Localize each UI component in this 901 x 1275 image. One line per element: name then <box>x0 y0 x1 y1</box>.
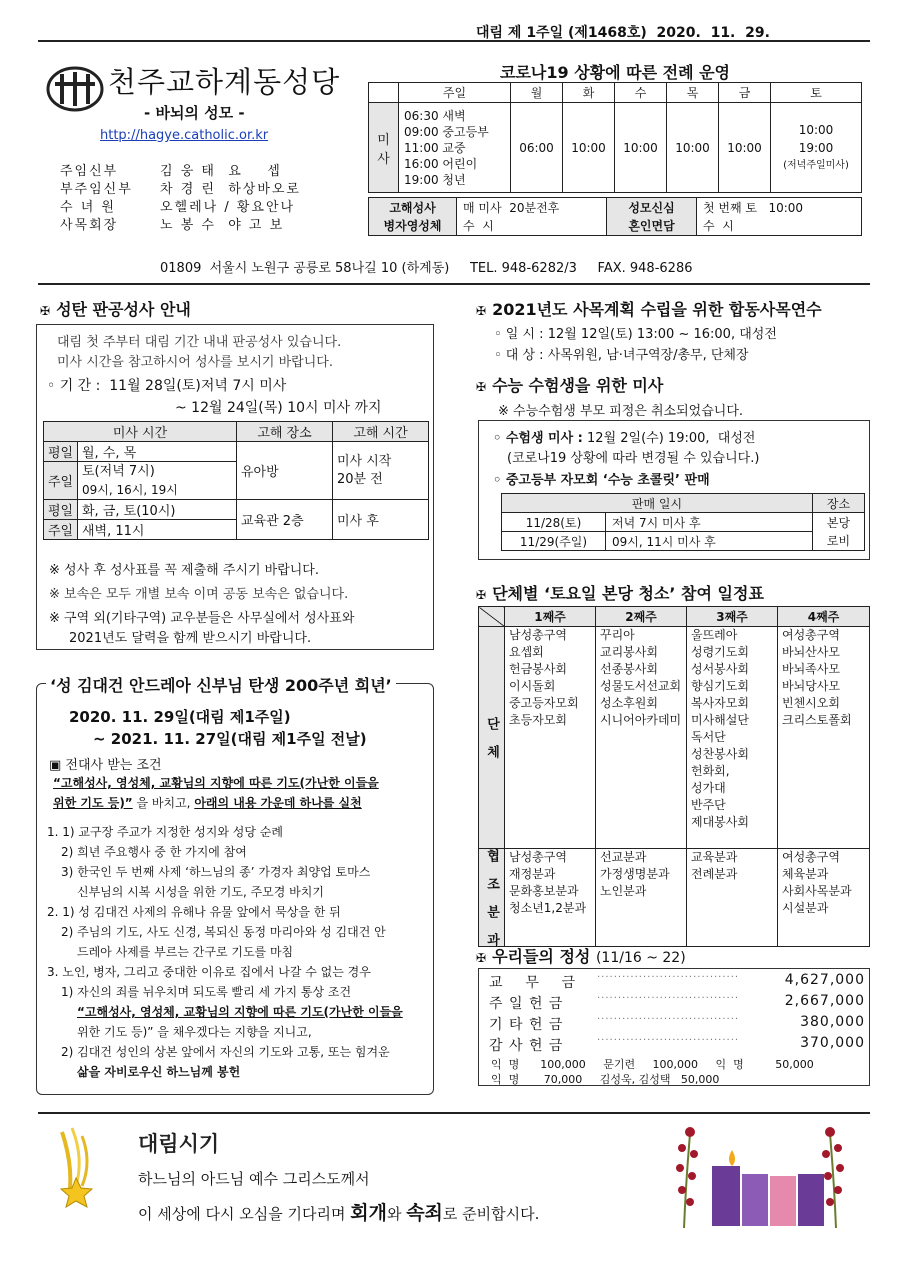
offering-row: 주 일 헌 금 ·································· 2,667,000 <box>489 993 865 1012</box>
staff-row: 주임신부 김 웅 태 요 셉 <box>60 164 282 179</box>
exam-title: ✠ 수능 수험생을 위한 미사 <box>476 376 664 395</box>
sacrament-table: 고해성사 매 미사 20분전후 성모신심 첫 번째 토 10:00 병자영성체 수 시 혼인면담 수 시 <box>368 197 862 236</box>
offering-box: 교 무 금 ·································· 4,627,000 주 일 헌 금 ·································· 2,667,000 기 타 헌 금 ·································· 380,000 감 사 헌 금 ·································· 370,000 익 명 100,000 문기련 100,000 익 명 50,000 익 명 70,000 김성욱, 김성택 50,000 <box>478 968 870 1086</box>
schedule-table: 주일 월 화 수 목 금 토 미 사 06:30 새벽 09:00 중고등부 11:00 교중 16:00 어린이 19:00 청년 06:00 10:00 10:00 10:00 10:00 10:00 19:00 (저녁주일미사) <box>368 82 862 193</box>
offering-row: 감 사 헌 금 ·································· 370,000 <box>489 1035 865 1054</box>
staff-row: 사목회장 노 봉 수 야 고 보 <box>60 218 285 233</box>
cleaning-table: 1째주 2째주 3째주 4째주 단 체 남성총구역 요셉회 헌금봉사회 이시돌회 중고등자모회 초등자모회 꾸리아 교리봉사회 선종봉사회 성물도서선교회 성소후원회 시니어아카데미 울뜨레아 성령기도회 성서봉사회 향심기도회 복사자모회 미사해설단 독서단 성찬봉사회 헌화회, 성가대 반주단 제대봉사회 여성총구역 바뇌산사모 바뇌족사모 바뇌당사모 빈첸시오회 크리스토폴회 협 조 분 과 남성총구역 재정분과 문화홍보분과 청소년1,2분과 선교분과 가정생명분과 노인분과 교육분과 전례분과 여성총구역 체육분과 사회사목분과 시설분과 <box>478 606 870 947</box>
group2-week3: 교육분과 전례분과 <box>687 849 778 947</box>
footer-divider <box>38 1112 870 1114</box>
parish-name: 천주교하계동성당 <box>108 65 341 99</box>
section-bullet-icon: ✠ <box>476 951 487 965</box>
issue-line: 대림 제 1주일 (제1468호) 2020. 11. 29. <box>476 25 770 41</box>
schedule-title: 코로나19 상황에 따른 전례 운영 <box>499 63 731 82</box>
group2-week4: 여성총구역 체육분과 사회사목분과 시설분과 <box>778 849 870 947</box>
diagonal-header-cell <box>479 607 505 627</box>
section-bullet-icon: ✠ <box>476 588 487 602</box>
christmas-box: 대림 첫 주부터 대림 기간 내내 판공성사 있습니다. 미사 시간을 참고하시어 성사를 보시기 바랍니다. ◦ 기 간 : 11월 28일(토)저녁 7시 미사 ~ 12월 24일(목) 10시 미사 까지 미사 시간 고해 장소 고해 시간 평일 월, 수, 목 유아방 미사 시작 20분 전 주일 토(저녁 7시) 09시, 16시, 19시 평일 화, 금, 토(10시) 교육관 2층 미사 후 주일 새벽, 11시 ※ 성사 후 성사표를 꼭 제출해 주시기 바랍니다. ※ 보속은 모두 개별 보속 이며 공동 보속은 없습니다. ※ 구역 외(기타구역) 교우분들은 사무실에서 성사표와 2021년도 달력을 함께 받으시기 바랍니다. <box>36 324 434 650</box>
group1-week1: 남성총구역 요셉회 헌금봉사회 이시돌회 중고등자모회 초등자모회 <box>505 627 596 849</box>
confession-table: 미사 시간 고해 장소 고해 시간 평일 월, 수, 목 유아방 미사 시작 20분 전 주일 토(저녁 7시) 09시, 16시, 19시 평일 화, 금, 토(10시) 교육관 2층 미사 후 주일 새벽, 11시 <box>43 421 429 540</box>
sale-table: 판매 일시 장소 11/28(토) 저녁 7시 미사 후 본당 로비 11/29(주일) 09시, 11시 미사 후 <box>501 493 865 551</box>
section-bullet-icon: ✠ <box>476 380 487 394</box>
header-divider <box>38 40 870 42</box>
group1-week2: 꾸리아 교리봉사회 선종봉사회 성물도서선교회 성소후원회 시니어아카데미 <box>596 627 687 849</box>
group1-week3: 울뜨레아 성령기도회 성서봉사회 향심기도회 복사자모회 미사해설단 독서단 성찬봉사회 헌화회, 성가대 반주단 제대봉사회 <box>687 627 778 849</box>
parish-url[interactable]: http://hagye.catholic.or.kr <box>100 128 269 143</box>
offering-row: 교 무 금 ·································· 4,627,000 <box>489 972 865 991</box>
jubilee-title: ‘성 김대건 안드레아 신부님 탄생 200주년 희년’ <box>46 673 396 696</box>
address-divider <box>38 283 870 285</box>
parish-logo-icon <box>46 66 104 112</box>
cleaning-title: ✠ 단체별 ‘토요일 본당 청소’ 참여 일정표 <box>476 584 764 603</box>
offering-title: ✠ 우리들의 정성 (11/16 ~ 22) <box>476 947 686 966</box>
offering-row: 기 타 헌 금 ·································· 380,000 <box>489 1014 865 1033</box>
staff-list <box>60 160 350 232</box>
group1-week4: 여성총구역 바뇌산사모 바뇌족사모 바뇌당사모 빈첸시오회 크리스토폴회 <box>778 627 870 849</box>
staff-row: 부주임신부 차 경 린 하상바오로 <box>60 182 301 197</box>
footer-title: 대림시기 <box>138 1132 220 1156</box>
section-bullet-icon: ✠ <box>476 304 487 318</box>
saturday-masses: 10:00 19:00 (저녁주일미사) <box>771 103 862 193</box>
group2-week2: 선교분과 가정생명분과 노인분과 <box>596 849 687 947</box>
group2-week1: 남성총구역 재정분과 문화홍보분과 청소년1,2분과 <box>505 849 596 947</box>
shooting-star-icon <box>52 1122 116 1212</box>
parish-patron: - 바뇌의 성모 - <box>144 104 245 122</box>
section-bullet-icon: ✠ <box>40 304 51 318</box>
staff-row: 수 녀 원 오헬레나 / 황요안나 <box>60 200 296 215</box>
jubilee-items: 1. 1) 교구장 주교가 지정한 성지와 성당 순례 2) 희년 주요행사 중 한 가지에 참여 3) 한국인 두 번째 사제 ‘하느님의 종’ 가경자 최양업 토마스 신부님의 시복 시성을 위한 기도, 주모경 바치기 2. 1) 성 김대건 사제의 유해나 유물 앞에서 묵상을 한 뒤 2) 주님의 기도, 사도 신경, 복되신 동정 마리아와 성 김대건 안 드레아 사제를 부르는 간구로 기도를 마침 3. 노인, 병자, 그리고 중대한 이유로 집에서 나갈 수 없는 경우 1) 자신의 죄를 뉘우치며 되도록 빨리 세 가지 통상 조건 “고해성사, 영성체, 교황님의 지향에 따른 기도(가난한 이들을 위한 기도 등)” 을 채우겠다는 지향을 지니고, 2) 김대건 성인의 상본 앞에서 자신의 기도와 고통, 또는 힘겨운 삶을 자비로우신 하느님께 봉헌 <box>47 825 403 1079</box>
footer-line2: 이 세상에 다시 오심을 기다리며 회개와 속죄로 준비합시다. <box>138 1202 540 1224</box>
workshop-title: ✠ 2021년도 사목계획 수립을 위한 합동사목연수 <box>476 300 822 319</box>
sunday-masses: 06:30 새벽 09:00 중고등부 11:00 교중 16:00 어린이 19:00 청년 <box>399 103 511 193</box>
address-line: 01809 서울시 노원구 공릉로 58나길 10 (하계동) TEL. 948-6282/3 FAX. 948-6286 <box>160 261 693 276</box>
exam-box: ◦ 수험생 미사 : 12월 2일(수) 19:00, 대성전 (코로나19 상황에 따라 변경될 수 있습니다.) ◦ 중고등부 자모회 ‘수능 초콜릿’ 판매 판매 일시 장소 11/28(토) 저녁 7시 미사 후 본당 로비 11/29(주일) 09시, 11시 미사 후 <box>478 420 870 560</box>
jubilee-box: 2020. 11. 29일(대림 제1주일) ~ 2021. 11. 27일(대림 제1주일 전날) ▣ 전대사 받는 조건 “고해성사, 영성체, 교황님의 지향에 따른 기도(가난한 이들을 위한 기도 등)” 을 바치고, 아래의 내용 가운데 하나를 실천 1. 1) 교구장 주교가 지정한 성지와 성당 순례 2) 희년 주요행사 중 한 가지에 참여 3) 한국인 두 번째 사제 ‘하느님의 종’ 가경자 최양업 토마스 신부님의 시복 시성을 위한 기도, 주모경 바치기 2. 1) 성 김대건 사제의 유해나 유물 앞에서 묵상을 한 뒤 2) 주님의 기도, 사도 신경, 복되신 동정 마리아와 성 김대건 안 드레아 사제를 부르는 간구로 기도를 마침 3. 노인, 병자, 그리고 중대한 이유로 집에서 나갈 수 없는 경우 1) 자신의 죄를 뉘우치며 되도록 빨리 세 가지 통상 조건 “고해성사, 영성체, 교황님의 지향에 따른 기도(가난한 이들을 위한 기도 등)” 을 채우겠다는 지향을 지니고, 2) 김대건 성인의 상본 앞에서 자신의 기도와 고통, 또는 힘겨운 삶을 자비로우신 하느님께 봉헌 <box>36 683 434 1095</box>
christmas-title: ✠ 성탄 판공성사 안내 <box>40 300 191 319</box>
advent-candles-icon <box>660 1120 860 1230</box>
